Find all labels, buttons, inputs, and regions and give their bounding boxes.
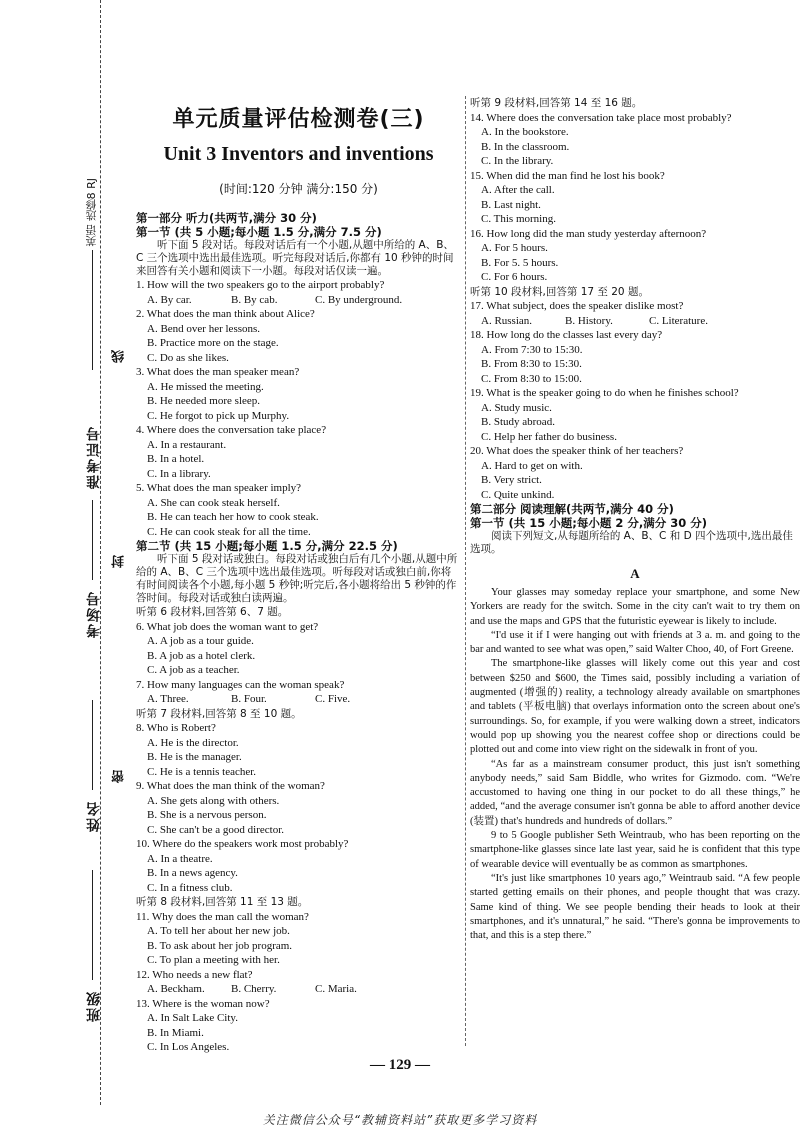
passage-paragraph: 9 to 5 Google publisher Seth Weintraub, who has been reporting on the smartphone-like glasses since late last year, said he is confident that this type of wearable device will eventually be as common as smartphones. [470,830,800,870]
instructions: 听下面 5 段对话或独白。每段对话或独白后有几个小题,从题中所给的 A、B、C 三个选项中选出最佳选项。听每段对话或独白前,你将有时间阅读各个小题,每小题 5 秒钟;听完后,各小题将给出 5 秒钟的作答时间。每段对话或独白读两遍。 [136,553,458,604]
exam-meta: (时间:120 分钟 满分:150 分) [219,182,378,196]
option: C. Do as she likes. [147,351,229,364]
passage-paragraph: “As far as a mainstream consumer product, this just isn't something anybody needs,” said Sam Biddle, who writes for Gizmodo. com. “We're accustomed to having one thing in our pocket to do all these things,” he added, “and the average consumer isn't gonna be able to afford another device (装置) that's hundreds and hundreds of dollars.” [470,758,800,827]
option: C. Literature. [649,314,708,327]
option: A. By car. [147,293,192,306]
option: A. In the bookstore. [481,126,569,138]
option: A. Study music. [481,401,552,414]
option: B. He is the manager. [147,751,242,763]
question: 6. What job does the woman want to get? [136,620,319,633]
option: B. In a hotel. [147,453,205,465]
option: A. Bend over her lessons. [147,322,261,335]
class-label: 班级 [86,990,102,1022]
option: C. He forgot to pick up Murphy. [147,409,290,422]
option: C. Help her father do business. [481,430,617,443]
option: A. In Salt Lake City. [147,1012,238,1024]
name-label: 姓名 [86,800,102,832]
option: B. In Miami. [147,1026,204,1039]
option: B. Practice more on the stage. [147,337,279,349]
page-number: — 129 — [370,1057,430,1073]
seal-mark-seal: 封 [112,555,127,568]
instructions: 听下面 5 段对话。每段对话后有一个小题,从题中所给的 A、B、C 三个选项中选出最佳选项。听完每段对话后,你都有 10 秒钟的时间来回答有关小题和阅读下一小题。每段对话仅读一遍。 [136,239,454,277]
question: 4. Where does the conversation take place? [136,424,327,436]
question: 9. What does the man think of the woman? [136,780,325,792]
passage-paragraph: “I'd use it if I were hanging out with friends at 3 a. m. and going to the bar and wanted to see what was open,” said Walter Choo, 40, of Fort Greene. [470,629,800,656]
option: A. He is the director. [147,736,239,749]
material-cue: 听第 6 段材料,回答第 6、7 题。 [136,606,289,618]
option: B. She is a nervous person. [147,809,267,821]
option: B. He can teach her how to cook steak. [147,511,319,523]
question: 19. What is the speaker going to do when he finishes school? [470,387,739,399]
exam-number-label: 准考证号 [86,425,102,489]
seal-mark-closed: 密 [112,770,127,783]
option: B. Last night. [481,198,541,211]
exam-number-blank [92,250,93,370]
option: C. He can cook steak for all the time. [147,525,311,538]
option: C. By underground. [315,293,403,306]
option: C. To plan a meeting with her. [147,954,280,966]
option: A. After the call. [481,184,555,196]
question: 8. Who is Robert? [136,722,216,734]
option: C. In a library. [147,467,211,480]
options-row [136,982,461,997]
section-heading: 第一节 (共 15 小题;每小题 2 分,满分 30 分) [470,516,708,530]
option: A. Hard to get on with. [481,459,583,472]
question: 5. What does the man speaker imply? [136,482,302,494]
option: C. From 8:30 to 15:00. [481,372,582,385]
option: C. Maria. [315,983,357,995]
option: C. This morning. [481,213,556,225]
option: B. Four. [231,693,267,705]
option: A. To tell her about her new job. [147,925,290,937]
option: C. In a fitness club. [147,881,233,894]
class-blank [92,870,93,980]
question: 1. How will the two speakers go to the airport probably? [136,279,385,291]
subject-label: 英语 选修8 RJ [85,178,98,247]
question: 16. How long did the man study yesterday afternoon? [470,227,707,240]
option: B. To ask about her job program. [147,939,293,952]
options-row [136,293,461,308]
passage-heading: A [630,566,640,581]
option: B. By cab. [231,293,278,306]
question: 10. Where do the speakers work most probably? [136,838,349,850]
question: 13. Where is the woman now? [136,997,270,1010]
option: A. Three. [147,693,189,705]
option: A. For 5 hours. [481,242,548,254]
option: B. History. [565,314,613,327]
instructions: 阅读下列短文,从每题所给的 A、B、C 和 D 四个选项中,选出最佳选项。 [470,530,793,555]
option: C. He is a tennis teacher. [147,765,257,778]
seal-mark-line: 线 [112,350,127,363]
question: 7. How many languages can the woman speak? [136,678,345,691]
section-heading: 第二节 (共 15 小题;每小题 1.5 分,满分 22.5 分) [136,539,398,553]
option: B. In the classroom. [481,140,570,153]
option: C. A job as a teacher. [147,664,240,676]
material-cue: 听第 8 段材料,回答第 11 至 13 题。 [136,896,309,908]
passage-paragraph: Your glasses may someday replace your smartphone, and some New Yorkers are ready for the switch. Some in the city can't wait to try them on and use the maps and GPS that the futuristic eyewear is likely to include. [470,587,800,627]
option: A. A job as a tour guide. [147,635,254,647]
exam-room-label: 考场号 [86,590,102,638]
unit-title: Unit 3 Inventors and inventions [163,143,434,165]
question: 17. What subject, does the speaker dislike most? [470,300,684,312]
material-cue: 听第 9 段材料,回答第 14 至 16 题。 [470,97,643,109]
option: A. In a restaurant. [147,438,227,451]
option: C. Quite unkind. [481,488,555,501]
exam-room-blank [92,500,93,580]
right-column [470,96,800,943]
option: A. Beckham. [147,983,205,995]
footer-note: 关注微信公众号“教辅资料站”获取更多学习资料 [262,1113,538,1127]
option: B. Very strict. [481,474,542,486]
question: 14. Where does the conversation take place most probably? [470,111,732,124]
option: B. In a news agency. [147,867,238,879]
option: A. He missed the meeting. [147,380,264,393]
option: A. In a theatre. [147,852,213,865]
cut-line [100,0,101,1105]
question: 3. What does the man speaker mean? [136,366,300,378]
question: 20. What does the speaker think of her teachers? [470,445,684,457]
option: B. A job as a hotel clerk. [147,649,256,662]
option: C. For 6 hours. [481,271,548,283]
question: 11. Why does the man call the woman? [136,910,309,923]
option: B. Study abroad. [481,416,555,428]
question: 12. Who needs a new flat? [136,968,253,981]
option: C. In the library. [481,155,554,167]
option: B. From 8:30 to 15:30. [481,358,582,370]
section-heading: 第一节 (共 5 小题;每小题 1.5 分,满分 7.5 分) [136,225,382,239]
option: A. She can cook steak herself. [147,496,280,509]
option: B. For 5. 5 hours. [481,256,559,269]
binding-margin [0,0,127,1139]
material-cue: 听第 7 段材料,回答第 8 至 10 题。 [136,707,302,720]
option: B. He needed more sleep. [147,395,261,407]
options-row [136,692,461,707]
option: C. In Los Angeles. [147,1041,230,1053]
question: 2. What does the man think about Alice? [136,308,315,320]
left-column [136,100,461,1055]
option: A. Russian. [481,314,533,327]
option: C. Five. [315,693,351,705]
option: A. From 7:30 to 15:30. [481,343,583,356]
page-title: 单元质量评估检测卷(三) [172,107,425,132]
column-divider [465,96,466,1046]
option: B. Cherry. [231,983,277,995]
option: C. She can't be a good director. [147,823,285,836]
question: 15. When did the man find he lost his book? [470,169,665,182]
question: 18. How long do the classes last every day? [470,329,663,341]
part-heading: 第二部分 阅读理解(共两节,满分 40 分) [470,502,674,516]
passage-paragraph: “It's just like smartphones 10 years ago,” Weintraub said. “A few people started getting emails on their phones, and people thought that was crazy. Same kind of thing. We see people bending their heads to look at their smartphones, and it's unnatural,” he said. “There's gonna be improvements to that, and this is a step there.” [470,872,800,942]
material-cue: 听第 10 段材料,回答第 17 至 20 题。 [470,285,649,298]
part-heading: 第一部分 听力(共两节,满分 30 分) [136,211,317,225]
option: A. She gets along with others. [147,794,280,807]
name-blank [92,700,93,790]
options-row [470,314,800,329]
passage-paragraph: The smartphone-like glasses will likely come out this year and cost between $250 and $600, the Times said, possibly including a variation of augmented (增强的) reality, a technology already available on smartphones and tablets (平板电脑) that overlays information onto the screen about one's surroundings. So, for example, if you were walking down a street, indicators would pop up showing you the nearest coffee shop or directions could be plotted out and come into view right on the sidewalk in front of you. [470,658,800,756]
